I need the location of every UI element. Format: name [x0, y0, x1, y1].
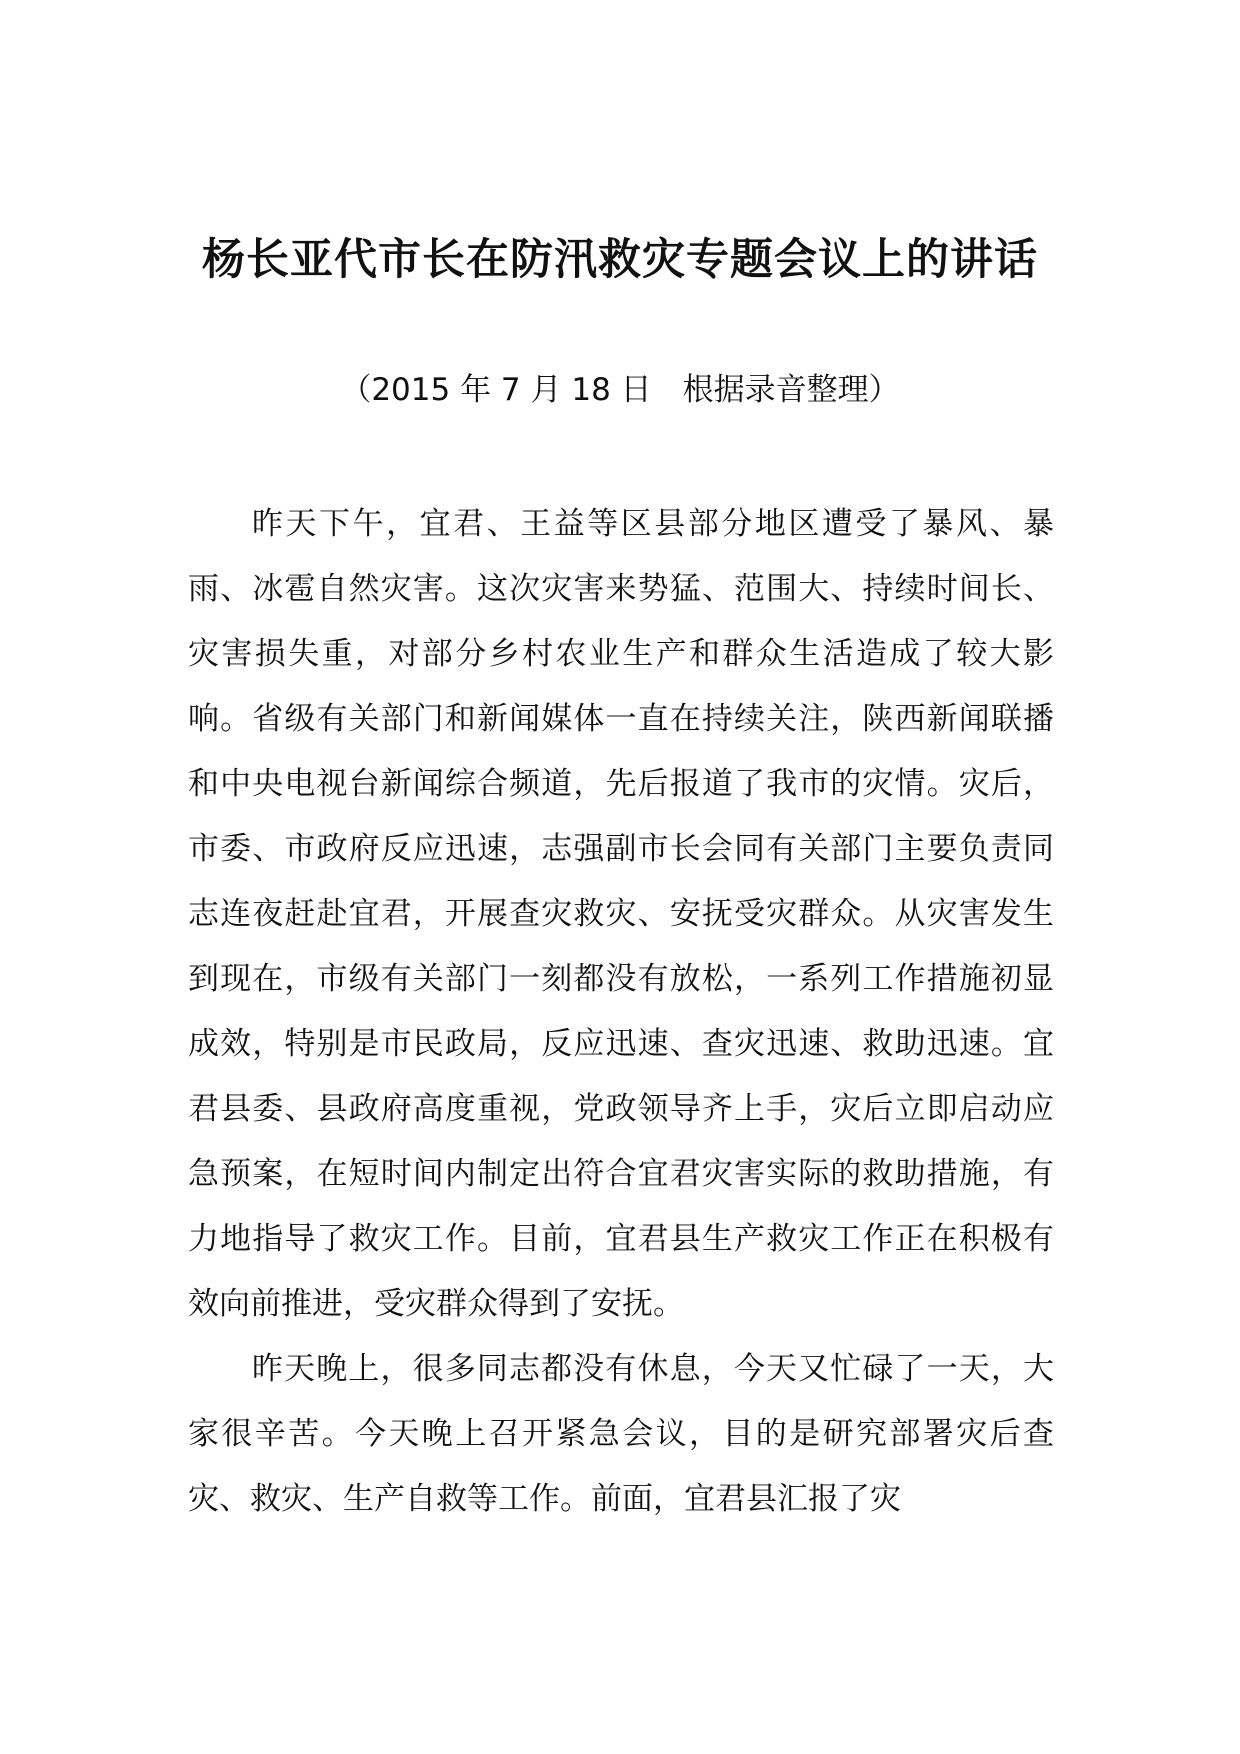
document-body — [188, 492, 1054, 1532]
document-title: 杨长亚代市长在防汛救灾专题会议上的讲话 — [202, 235, 1038, 285]
document-subtitle: （2015 年 7 月 18 日 根据录音整理） — [340, 372, 900, 408]
paragraph: 昨天晚上，很多同志都没有休息，今天又忙碌了一天，大家很辛苦。今天晚上召开紧急会议，目的是研究部署灾后查灾、救灾、生产自救等工作。前面，宜君县汇报了灾 — [188, 1351, 1054, 1517]
paragraph: 昨天下午，宜君、王益等区县部分地区遭受了暴风、暴雨、冰雹自然灾害。这次灾害来势猛、范围大、持续时间长、灾害损失重，对部分乡村农业生产和群众生活造成了较大影响。省级有关部门和新闻媒体一直在持续关注，陕西新闻联播和中央电视台新闻综合频道，先后报道了我市的灾情。灾后，市委、市政府反应迅速，志强副市长会同有关部门主要负责同志连夜赶赴宜君，开展查灾救灾、安抚受灾群众。从灾害发生到现在，市级有关部门一刻都没有放松，一系列工作措施初显成效，特别是市民政局，反应迅速、查灾迅速、救助迅速。宜君县委、县政府高度重视，党政领导齐上手，灾后立即启动应急预案，在短时间内制定出符合宜君灾害实际的救助措施，有力地指导了救灾工作。目前，宜君县生产救灾工作正在积极有效向前推进，受灾群众得到了安抚。 — [188, 506, 1054, 1322]
